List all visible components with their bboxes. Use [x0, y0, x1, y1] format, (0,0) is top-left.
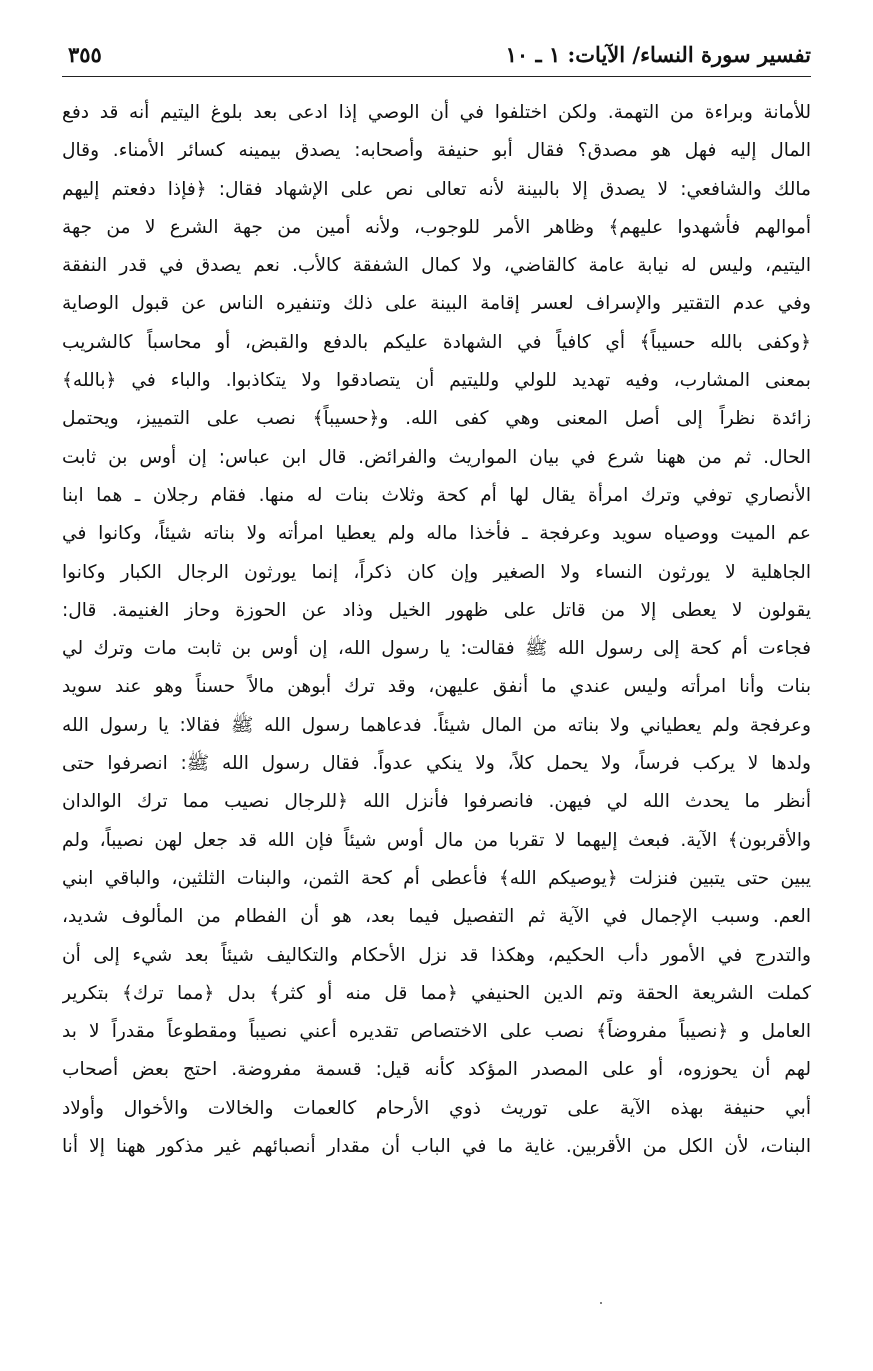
- running-header: [62, 36, 811, 76]
- header-rule: [62, 76, 811, 77]
- text-line: أنظر ما يحدث الله لي فيهن. فانصرفوا فأنزل الله ﴿للرجال نصيب مما ترك الوالدان: [62, 791, 811, 813]
- text-line: البنات، لأن الكل من الأقربين. غاية ما في الباب أن مقدار أنصبائهم غير مذكور ههنا إلا أنا: [62, 1136, 811, 1158]
- body-text: [62, 94, 811, 1166]
- text-line: الحال. ثم من ههنا شرع في بيان المواريث والفرائض. قال ابن عباس: إن أوس بن ثابت: [62, 446, 811, 468]
- text-line: فجاءت أم كحة إلى رسول الله ﷺ فقالت: يا رسول الله، إن أوس بن ثابت مات وترك لي: [62, 638, 811, 660]
- text-line: ولدها لا يركب فرساً، ولا يحمل كلاً، ولا ينكي عدواً. فقال رسول الله ﷺ: انصرفوا حتى: [62, 753, 811, 775]
- text-line: كملت الشريعة الحقة وتم الدين الحنيفي ﴿مما قل منه أو كثر﴾ بدل ﴿مما ترك﴾ بتكرير: [62, 982, 811, 1004]
- text-line: أبي حنيفة بهذه الآية على توريث ذوي الأرحام كالعمات والخالات والأخوال وأولاد: [62, 1097, 811, 1119]
- text-line: والأقربون﴾ الآية. فبعث إليهما لا تقربا من مال أوس شيئاً فإن الله قد جعل لهن نصيباً، ولم: [62, 829, 811, 851]
- text-line: اليتيم، وليس له نيابة عامة كالقاضي، ولا كمال الشفقة كالأب. نعم يصدق في قدر النفقة: [62, 255, 811, 277]
- text-line: العم. وسبب الإجمال في الآية ثم التفصيل فيما بعد، هو أن الفطام من المألوف شديد،: [62, 906, 811, 928]
- text-line: يقولون لا يعطى إلا من قاتل على ظهور الخيل وذاد عن الحوزة وحاز الغنيمة. قال:: [62, 599, 811, 621]
- text-line: لهم أن يحوزوه، أو على المصدر المؤكد كأنه قيل: قسمة مفروضة. احتج بعض أصحاب: [62, 1059, 811, 1081]
- running-title: تفسير سورة النساء/ الآيات: ١ ـ ١٠: [505, 42, 811, 67]
- text-line: للأمانة وبراءة من التهمة. ولكن اختلفوا في أن الوصي إذا ادعى بعد بلوغ اليتيم أنه قد دفع: [62, 102, 811, 123]
- text-line: أموالهم فأشهدوا عليهم﴾ وظاهر الأمر للوجوب، ولأنه أمين من جهة الشرع لا من جهة: [62, 216, 811, 238]
- text-line: الجاهلية لا يورثون النساء ولا الصغير وإن كان ذكراً، إنما يورثون الرجال الكبار وكانوا: [62, 561, 811, 583]
- text-line: العامل و ﴿نصيباً مفروضاً﴾ نصب على الاختصاص تقديره أعني نصيباً ومقطوعاً مقدراً لا بد: [62, 1021, 811, 1043]
- text-line: والتدرج في الأمور دأب الحكيم، وهكذا قد نزل الأحكام والتكاليف شيئاً بعد شيء إلى أن: [62, 944, 811, 966]
- page-number: ٣٥٥: [68, 42, 102, 67]
- text-line: ﴿وكفى بالله حسيباً﴾ أي كافياً في الشهادة عليكم بالدفع والقبض، أو محاسباً كالشريب: [62, 331, 811, 353]
- text-line: عم الميت ووصياه سويد وعرفجة ـ فأخذا ماله ولم يعطيا امرأته ولا بناته شيئاً، وكانوا في: [62, 523, 811, 545]
- text-line: الأنصاري توفي وترك امرأة يقال لها أم كحة وثلاث بنات له منها. فقام رجلان ـ هما ابنا: [62, 484, 811, 506]
- stray-mark: [600, 1302, 602, 1304]
- text-line: زائدة نظراً إلى أصل المعنى وهي كفى الله. و﴿حسيباً﴾ نصب على التمييز، ويحتمل: [62, 408, 811, 430]
- text-line: بنات وأنا امرأته وليس عندي ما أنفق عليهن، وقد ترك أبوهن مالاً حسناً وهو عند سويد: [62, 676, 811, 698]
- text-line: بمعنى المشارب، وفيه تهديد للولي ولليتيم أن يتصادقوا ولا يتكاذبوا. والباء في ﴿بالله﴾: [62, 370, 811, 392]
- text-line: المال إليه فهل هو مصدق؟ فقال أبو حنيفة وأصحابه: يصدق بيمينه كسائر الأمناء. وقال: [62, 140, 811, 162]
- text-line: وعرفجة ولم يعطياني ولا بناته من المال شيئاً. فدعاهما رسول الله ﷺ فقالا: يا رسول الله: [62, 714, 811, 736]
- text-line: مالك والشافعي: لا يصدق إلا بالبينة لأنه تعالى نص على الإشهاد فقال: ﴿فإذا دفعتم إليهم: [62, 178, 811, 200]
- text-line: يبين حتى يتبين فنزلت ﴿يوصيكم الله﴾ فأعطى أم كحة الثمن، والبنات الثلثين، والباقي ابني: [62, 867, 811, 889]
- text-line: وفي عدم التقتير والإسراف لعسر إقامة البينة على ذلك وتنفيره الناس عن قبول الوصاية: [62, 293, 811, 315]
